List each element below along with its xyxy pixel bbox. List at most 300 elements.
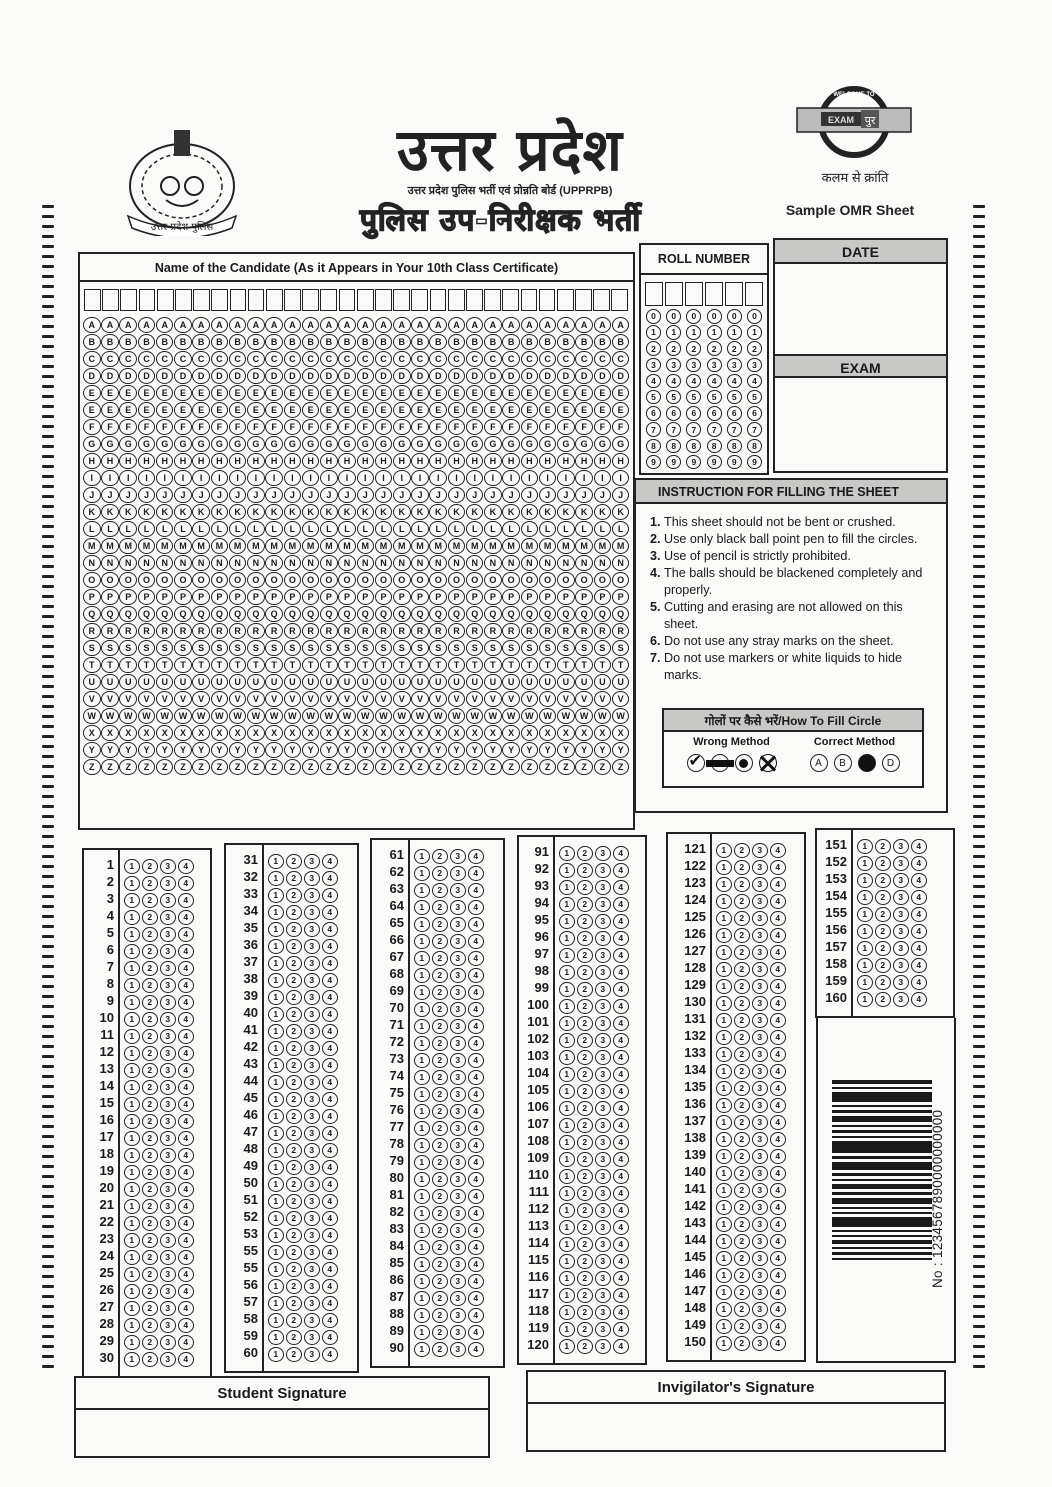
- letter-bubble[interactable]: Y: [101, 742, 119, 758]
- answer-option-bubble[interactable]: 3: [160, 961, 176, 976]
- letter-bubble[interactable]: X: [211, 725, 229, 741]
- letter-bubble[interactable]: D: [156, 368, 174, 384]
- letter-bubble[interactable]: H: [557, 453, 575, 469]
- letter-bubble[interactable]: A: [521, 317, 539, 333]
- letter-bubble[interactable]: Z: [429, 759, 447, 775]
- letter-bubble[interactable]: E: [612, 385, 630, 401]
- letter-bubble[interactable]: N: [502, 555, 520, 571]
- letter-bubble[interactable]: O: [101, 572, 119, 588]
- letter-bubble[interactable]: Z: [557, 759, 575, 775]
- letter-bubble[interactable]: U: [265, 674, 283, 690]
- answer-option-bubble[interactable]: 4: [468, 1002, 484, 1017]
- letter-bubble[interactable]: K: [192, 504, 210, 520]
- answer-option-bubble[interactable]: 1: [857, 975, 873, 990]
- letter-bubble[interactable]: O: [594, 572, 612, 588]
- answer-option-bubble[interactable]: 4: [178, 910, 194, 925]
- letter-bubble[interactable]: B: [429, 334, 447, 350]
- letter-bubble[interactable]: V: [539, 691, 557, 707]
- letter-bubble[interactable]: U: [101, 674, 119, 690]
- answer-option-bubble[interactable]: 4: [770, 1217, 786, 1232]
- letter-bubble[interactable]: R: [448, 623, 466, 639]
- answer-option-bubble[interactable]: 2: [577, 1203, 593, 1218]
- answer-option-bubble[interactable]: 4: [770, 1166, 786, 1181]
- letter-bubble[interactable]: N: [557, 555, 575, 571]
- letter-bubble[interactable]: D: [211, 368, 229, 384]
- answer-option-bubble[interactable]: 3: [752, 1268, 768, 1283]
- answer-option-bubble[interactable]: 4: [322, 1211, 338, 1226]
- letter-bubble[interactable]: S: [101, 640, 119, 656]
- answer-option-bubble[interactable]: 3: [752, 843, 768, 858]
- answer-option-bubble[interactable]: 2: [142, 1216, 158, 1231]
- letter-bubble[interactable]: I: [229, 470, 247, 486]
- letter-bubble[interactable]: K: [229, 504, 247, 520]
- answer-option-bubble[interactable]: 3: [304, 1262, 320, 1277]
- answer-option-bubble[interactable]: 3: [752, 1234, 768, 1249]
- answer-option-bubble[interactable]: 3: [595, 999, 611, 1014]
- answer-option-bubble[interactable]: 2: [577, 914, 593, 929]
- answer-option-bubble[interactable]: 3: [752, 1183, 768, 1198]
- answer-option-bubble[interactable]: 1: [716, 1166, 732, 1181]
- letter-bubble[interactable]: F: [575, 419, 593, 435]
- letter-bubble[interactable]: O: [357, 572, 375, 588]
- answer-option-bubble[interactable]: 2: [577, 1322, 593, 1337]
- answer-option-bubble[interactable]: 2: [432, 1138, 448, 1153]
- letter-bubble[interactable]: E: [138, 402, 156, 418]
- answer-option-bubble[interactable]: 2: [286, 1143, 302, 1158]
- letter-bubble[interactable]: G: [357, 436, 375, 452]
- answer-option-bubble[interactable]: 4: [178, 1114, 194, 1129]
- letter-bubble[interactable]: N: [320, 555, 338, 571]
- answer-option-bubble[interactable]: 4: [178, 1352, 194, 1367]
- answer-option-bubble[interactable]: 4: [770, 1047, 786, 1062]
- letter-bubble[interactable]: D: [594, 368, 612, 384]
- roll-digit-bubble[interactable]: 3: [646, 358, 661, 373]
- letter-bubble[interactable]: E: [284, 402, 302, 418]
- answer-option-bubble[interactable]: 4: [468, 1155, 484, 1170]
- letter-bubble[interactable]: Q: [466, 606, 484, 622]
- letter-bubble[interactable]: R: [557, 623, 575, 639]
- roll-digit-bubble[interactable]: 4: [686, 374, 701, 389]
- letter-bubble[interactable]: D: [375, 368, 393, 384]
- answer-option-bubble[interactable]: 2: [734, 1013, 750, 1028]
- letter-bubble[interactable]: W: [101, 708, 119, 724]
- letter-bubble[interactable]: E: [502, 402, 520, 418]
- letter-bubble[interactable]: U: [429, 674, 447, 690]
- answer-option-bubble[interactable]: 3: [450, 1274, 466, 1289]
- letter-bubble[interactable]: L: [393, 521, 411, 537]
- letter-bubble[interactable]: A: [229, 317, 247, 333]
- answer-option-bubble[interactable]: 1: [124, 1012, 140, 1027]
- letter-bubble[interactable]: I: [119, 470, 137, 486]
- answer-option-bubble[interactable]: 1: [268, 939, 284, 954]
- letter-bubble[interactable]: A: [138, 317, 156, 333]
- letter-bubble[interactable]: L: [357, 521, 375, 537]
- answer-option-bubble[interactable]: 3: [752, 894, 768, 909]
- letter-bubble[interactable]: R: [539, 623, 557, 639]
- answer-option-bubble[interactable]: 2: [432, 968, 448, 983]
- answer-option-bubble[interactable]: 4: [322, 1075, 338, 1090]
- answer-option-bubble[interactable]: 1: [716, 877, 732, 892]
- letter-bubble[interactable]: N: [393, 555, 411, 571]
- answer-option-bubble[interactable]: 4: [178, 1301, 194, 1316]
- answer-option-bubble[interactable]: 3: [450, 866, 466, 881]
- letter-bubble[interactable]: M: [83, 538, 101, 554]
- letter-bubble[interactable]: J: [211, 487, 229, 503]
- letter-bubble[interactable]: L: [466, 521, 484, 537]
- answer-option-bubble[interactable]: 1: [716, 1183, 732, 1198]
- letter-bubble[interactable]: M: [320, 538, 338, 554]
- roll-digit-bubble[interactable]: 0: [646, 309, 661, 324]
- answer-option-bubble[interactable]: 1: [124, 1335, 140, 1350]
- letter-bubble[interactable]: C: [101, 351, 119, 367]
- answer-option-bubble[interactable]: 1: [559, 1101, 575, 1116]
- letter-bubble[interactable]: T: [612, 657, 630, 673]
- answer-option-bubble[interactable]: 2: [286, 871, 302, 886]
- answer-option-bubble[interactable]: 2: [142, 1080, 158, 1095]
- letter-bubble[interactable]: Z: [138, 759, 156, 775]
- letter-bubble[interactable]: G: [211, 436, 229, 452]
- letter-bubble[interactable]: K: [320, 504, 338, 520]
- letter-bubble[interactable]: A: [411, 317, 429, 333]
- letter-bubble[interactable]: B: [320, 334, 338, 350]
- letter-bubble[interactable]: Z: [265, 759, 283, 775]
- letter-bubble[interactable]: E: [174, 402, 192, 418]
- answer-option-bubble[interactable]: 2: [875, 856, 891, 871]
- letter-bubble[interactable]: Z: [448, 759, 466, 775]
- letter-bubble[interactable]: N: [101, 555, 119, 571]
- answer-option-bubble[interactable]: 3: [752, 1149, 768, 1164]
- roll-digit-bubble[interactable]: 4: [747, 374, 762, 389]
- answer-option-bubble[interactable]: 1: [559, 1288, 575, 1303]
- letter-bubble[interactable]: O: [484, 572, 502, 588]
- letter-bubble[interactable]: X: [229, 725, 247, 741]
- answer-option-bubble[interactable]: 3: [304, 1007, 320, 1022]
- answer-option-bubble[interactable]: 3: [893, 890, 909, 905]
- letter-bubble[interactable]: I: [174, 470, 192, 486]
- answer-option-bubble[interactable]: 3: [160, 893, 176, 908]
- answer-option-bubble[interactable]: 3: [304, 1177, 320, 1192]
- answer-option-bubble[interactable]: 1: [124, 961, 140, 976]
- answer-option-bubble[interactable]: 4: [178, 1216, 194, 1231]
- answer-option-bubble[interactable]: 4: [468, 1223, 484, 1238]
- letter-bubble[interactable]: Q: [557, 606, 575, 622]
- letter-bubble[interactable]: H: [338, 453, 356, 469]
- letter-bubble[interactable]: Q: [138, 606, 156, 622]
- roll-digit-box[interactable]: [645, 282, 663, 306]
- answer-option-bubble[interactable]: 4: [613, 914, 629, 929]
- letter-bubble[interactable]: U: [375, 674, 393, 690]
- answer-option-bubble[interactable]: 4: [178, 1063, 194, 1078]
- answer-option-bubble[interactable]: 1: [268, 1347, 284, 1362]
- answer-option-bubble[interactable]: 3: [752, 1047, 768, 1062]
- answer-option-bubble[interactable]: 1: [559, 999, 575, 1014]
- answer-option-bubble[interactable]: 1: [124, 859, 140, 874]
- letter-bubble[interactable]: Y: [393, 742, 411, 758]
- letter-bubble[interactable]: D: [393, 368, 411, 384]
- letter-bubble[interactable]: M: [338, 538, 356, 554]
- letter-bubble[interactable]: E: [521, 402, 539, 418]
- roll-digit-box[interactable]: [665, 282, 683, 306]
- letter-bubble[interactable]: P: [302, 589, 320, 605]
- letter-bubble[interactable]: J: [174, 487, 192, 503]
- answer-option-bubble[interactable]: 1: [124, 1233, 140, 1248]
- letter-bubble[interactable]: O: [502, 572, 520, 588]
- answer-option-bubble[interactable]: 2: [577, 880, 593, 895]
- answer-option-bubble[interactable]: 4: [468, 849, 484, 864]
- letter-bubble[interactable]: U: [448, 674, 466, 690]
- letter-bubble[interactable]: J: [101, 487, 119, 503]
- answer-option-bubble[interactable]: 1: [414, 1189, 430, 1204]
- letter-bubble[interactable]: H: [247, 453, 265, 469]
- answer-option-bubble[interactable]: 1: [414, 900, 430, 915]
- answer-option-bubble[interactable]: 2: [734, 1302, 750, 1317]
- answer-option-bubble[interactable]: 4: [178, 978, 194, 993]
- letter-bubble[interactable]: G: [265, 436, 283, 452]
- answer-option-bubble[interactable]: 2: [577, 1254, 593, 1269]
- answer-option-bubble[interactable]: 2: [142, 1063, 158, 1078]
- letter-bubble[interactable]: F: [466, 419, 484, 435]
- name-char-box[interactable]: [484, 289, 501, 311]
- answer-option-bubble[interactable]: 4: [322, 1296, 338, 1311]
- letter-bubble[interactable]: C: [338, 351, 356, 367]
- letter-bubble[interactable]: T: [521, 657, 539, 673]
- letter-bubble[interactable]: J: [265, 487, 283, 503]
- answer-option-bubble[interactable]: 1: [268, 1279, 284, 1294]
- letter-bubble[interactable]: J: [357, 487, 375, 503]
- answer-option-bubble[interactable]: 1: [559, 914, 575, 929]
- answer-option-bubble[interactable]: 1: [124, 1046, 140, 1061]
- letter-bubble[interactable]: Y: [357, 742, 375, 758]
- answer-option-bubble[interactable]: 2: [286, 1262, 302, 1277]
- letter-bubble[interactable]: S: [357, 640, 375, 656]
- answer-option-bubble[interactable]: 2: [734, 996, 750, 1011]
- letter-bubble[interactable]: Q: [575, 606, 593, 622]
- letter-bubble[interactable]: Z: [411, 759, 429, 775]
- answer-option-bubble[interactable]: 2: [432, 1087, 448, 1102]
- answer-option-bubble[interactable]: 2: [142, 1301, 158, 1316]
- answer-option-bubble[interactable]: 2: [577, 1101, 593, 1116]
- letter-bubble[interactable]: A: [375, 317, 393, 333]
- letter-bubble[interactable]: Q: [284, 606, 302, 622]
- letter-bubble[interactable]: Y: [320, 742, 338, 758]
- letter-bubble[interactable]: H: [429, 453, 447, 469]
- letter-bubble[interactable]: U: [284, 674, 302, 690]
- roll-digit-bubble[interactable]: 5: [666, 390, 681, 405]
- roll-digit-bubble[interactable]: 0: [747, 309, 762, 324]
- answer-option-bubble[interactable]: 4: [770, 1132, 786, 1147]
- answer-option-bubble[interactable]: 3: [595, 1016, 611, 1031]
- letter-bubble[interactable]: I: [156, 470, 174, 486]
- answer-option-bubble[interactable]: 2: [286, 1347, 302, 1362]
- letter-bubble[interactable]: R: [302, 623, 320, 639]
- answer-option-bubble[interactable]: 4: [613, 1033, 629, 1048]
- letter-bubble[interactable]: X: [411, 725, 429, 741]
- answer-option-bubble[interactable]: 4: [322, 1126, 338, 1141]
- answer-option-bubble[interactable]: 3: [595, 1101, 611, 1116]
- answer-option-bubble[interactable]: 4: [770, 1319, 786, 1334]
- answer-option-bubble[interactable]: 4: [613, 1152, 629, 1167]
- answer-option-bubble[interactable]: 1: [414, 1206, 430, 1221]
- letter-bubble[interactable]: H: [101, 453, 119, 469]
- letter-bubble[interactable]: S: [338, 640, 356, 656]
- answer-option-bubble[interactable]: 2: [577, 1271, 593, 1286]
- letter-bubble[interactable]: E: [229, 402, 247, 418]
- letter-bubble[interactable]: H: [375, 453, 393, 469]
- letter-bubble[interactable]: Y: [539, 742, 557, 758]
- letter-bubble[interactable]: C: [557, 351, 575, 367]
- answer-option-bubble[interactable]: 4: [613, 1203, 629, 1218]
- letter-bubble[interactable]: T: [101, 657, 119, 673]
- letter-bubble[interactable]: H: [320, 453, 338, 469]
- letter-bubble[interactable]: C: [466, 351, 484, 367]
- answer-option-bubble[interactable]: 2: [286, 1330, 302, 1345]
- letter-bubble[interactable]: A: [429, 317, 447, 333]
- answer-option-bubble[interactable]: 1: [716, 1319, 732, 1334]
- letter-bubble[interactable]: P: [357, 589, 375, 605]
- answer-option-bubble[interactable]: 1: [559, 1339, 575, 1354]
- answer-option-bubble[interactable]: 1: [414, 1325, 430, 1340]
- letter-bubble[interactable]: A: [466, 317, 484, 333]
- letter-bubble[interactable]: O: [119, 572, 137, 588]
- answer-option-bubble[interactable]: 1: [268, 1024, 284, 1039]
- letter-bubble[interactable]: H: [448, 453, 466, 469]
- letter-bubble[interactable]: P: [174, 589, 192, 605]
- letter-bubble[interactable]: W: [247, 708, 265, 724]
- answer-option-bubble[interactable]: 3: [160, 1097, 176, 1112]
- answer-option-bubble[interactable]: 4: [613, 897, 629, 912]
- letter-bubble[interactable]: A: [284, 317, 302, 333]
- answer-option-bubble[interactable]: 2: [142, 1114, 158, 1129]
- letter-bubble[interactable]: D: [448, 368, 466, 384]
- answer-option-bubble[interactable]: 4: [178, 961, 194, 976]
- letter-bubble[interactable]: I: [138, 470, 156, 486]
- roll-digit-bubble[interactable]: 9: [686, 455, 701, 470]
- answer-option-bubble[interactable]: 3: [160, 1148, 176, 1163]
- letter-bubble[interactable]: N: [338, 555, 356, 571]
- answer-option-bubble[interactable]: 2: [432, 951, 448, 966]
- letter-bubble[interactable]: I: [320, 470, 338, 486]
- roll-digit-bubble[interactable]: 2: [686, 341, 701, 356]
- answer-option-bubble[interactable]: 2: [432, 866, 448, 881]
- letter-bubble[interactable]: F: [119, 419, 137, 435]
- roll-digit-bubble[interactable]: 2: [727, 341, 742, 356]
- letter-bubble[interactable]: V: [521, 691, 539, 707]
- answer-option-bubble[interactable]: 1: [559, 1033, 575, 1048]
- answer-option-bubble[interactable]: 2: [142, 1352, 158, 1367]
- answer-option-bubble[interactable]: 4: [178, 893, 194, 908]
- letter-bubble[interactable]: V: [320, 691, 338, 707]
- answer-option-bubble[interactable]: 3: [595, 1186, 611, 1201]
- letter-bubble[interactable]: A: [83, 317, 101, 333]
- letter-bubble[interactable]: E: [357, 385, 375, 401]
- letter-bubble[interactable]: E: [156, 402, 174, 418]
- answer-option-bubble[interactable]: 3: [160, 876, 176, 891]
- letter-bubble[interactable]: N: [466, 555, 484, 571]
- name-char-box[interactable]: [430, 289, 447, 311]
- letter-bubble[interactable]: B: [119, 334, 137, 350]
- answer-option-bubble[interactable]: 4: [613, 1169, 629, 1184]
- letter-bubble[interactable]: J: [466, 487, 484, 503]
- letter-bubble[interactable]: F: [101, 419, 119, 435]
- letter-bubble[interactable]: X: [429, 725, 447, 741]
- answer-option-bubble[interactable]: 2: [142, 1318, 158, 1333]
- answer-option-bubble[interactable]: 4: [178, 1097, 194, 1112]
- answer-option-bubble[interactable]: 1: [124, 1267, 140, 1282]
- answer-option-bubble[interactable]: 2: [142, 1131, 158, 1146]
- letter-bubble[interactable]: P: [156, 589, 174, 605]
- letter-bubble[interactable]: B: [502, 334, 520, 350]
- letter-bubble[interactable]: L: [138, 521, 156, 537]
- answer-option-bubble[interactable]: 1: [414, 917, 430, 932]
- letter-bubble[interactable]: V: [484, 691, 502, 707]
- answer-option-bubble[interactable]: 1: [414, 951, 430, 966]
- letter-bubble[interactable]: V: [119, 691, 137, 707]
- answer-option-bubble[interactable]: 4: [178, 1335, 194, 1350]
- letter-bubble[interactable]: D: [83, 368, 101, 384]
- answer-option-bubble[interactable]: 2: [734, 894, 750, 909]
- letter-bubble[interactable]: K: [502, 504, 520, 520]
- letter-bubble[interactable]: Q: [448, 606, 466, 622]
- roll-digit-bubble[interactable]: 1: [646, 325, 661, 340]
- answer-option-bubble[interactable]: 3: [752, 1302, 768, 1317]
- letter-bubble[interactable]: M: [594, 538, 612, 554]
- answer-option-bubble[interactable]: 2: [432, 985, 448, 1000]
- letter-bubble[interactable]: I: [211, 470, 229, 486]
- answer-option-bubble[interactable]: 1: [268, 1211, 284, 1226]
- answer-option-bubble[interactable]: 2: [286, 1245, 302, 1260]
- answer-option-bubble[interactable]: 2: [734, 911, 750, 926]
- answer-option-bubble[interactable]: 3: [304, 1330, 320, 1345]
- letter-bubble[interactable]: K: [338, 504, 356, 520]
- answer-option-bubble[interactable]: 2: [432, 1053, 448, 1068]
- letter-bubble[interactable]: A: [119, 317, 137, 333]
- answer-option-bubble[interactable]: 1: [559, 1271, 575, 1286]
- roll-digit-bubble[interactable]: 6: [707, 406, 722, 421]
- letter-bubble[interactable]: K: [174, 504, 192, 520]
- answer-option-bubble[interactable]: 1: [268, 905, 284, 920]
- letter-bubble[interactable]: W: [357, 708, 375, 724]
- letter-bubble[interactable]: D: [521, 368, 539, 384]
- answer-option-bubble[interactable]: 3: [595, 914, 611, 929]
- answer-option-bubble[interactable]: 2: [286, 922, 302, 937]
- answer-option-bubble[interactable]: 4: [770, 979, 786, 994]
- answer-option-bubble[interactable]: 2: [286, 1109, 302, 1124]
- letter-bubble[interactable]: M: [539, 538, 557, 554]
- letter-bubble[interactable]: T: [484, 657, 502, 673]
- letter-bubble[interactable]: A: [484, 317, 502, 333]
- answer-option-bubble[interactable]: 1: [716, 860, 732, 875]
- letter-bubble[interactable]: P: [119, 589, 137, 605]
- answer-option-bubble[interactable]: 4: [613, 1254, 629, 1269]
- letter-bubble[interactable]: Q: [429, 606, 447, 622]
- answer-option-bubble[interactable]: 4: [178, 1165, 194, 1180]
- letter-bubble[interactable]: J: [138, 487, 156, 503]
- roll-digit-box[interactable]: [705, 282, 723, 306]
- letter-bubble[interactable]: W: [156, 708, 174, 724]
- letter-bubble[interactable]: N: [411, 555, 429, 571]
- letter-bubble[interactable]: D: [302, 368, 320, 384]
- letter-bubble[interactable]: Y: [174, 742, 192, 758]
- answer-option-bubble[interactable]: 2: [286, 1228, 302, 1243]
- letter-bubble[interactable]: J: [393, 487, 411, 503]
- letter-bubble[interactable]: I: [484, 470, 502, 486]
- letter-bubble[interactable]: F: [138, 419, 156, 435]
- letter-bubble[interactable]: C: [357, 351, 375, 367]
- letter-bubble[interactable]: D: [119, 368, 137, 384]
- name-char-box[interactable]: [157, 289, 174, 311]
- answer-option-bubble[interactable]: 1: [414, 1291, 430, 1306]
- answer-option-bubble[interactable]: 4: [613, 1016, 629, 1031]
